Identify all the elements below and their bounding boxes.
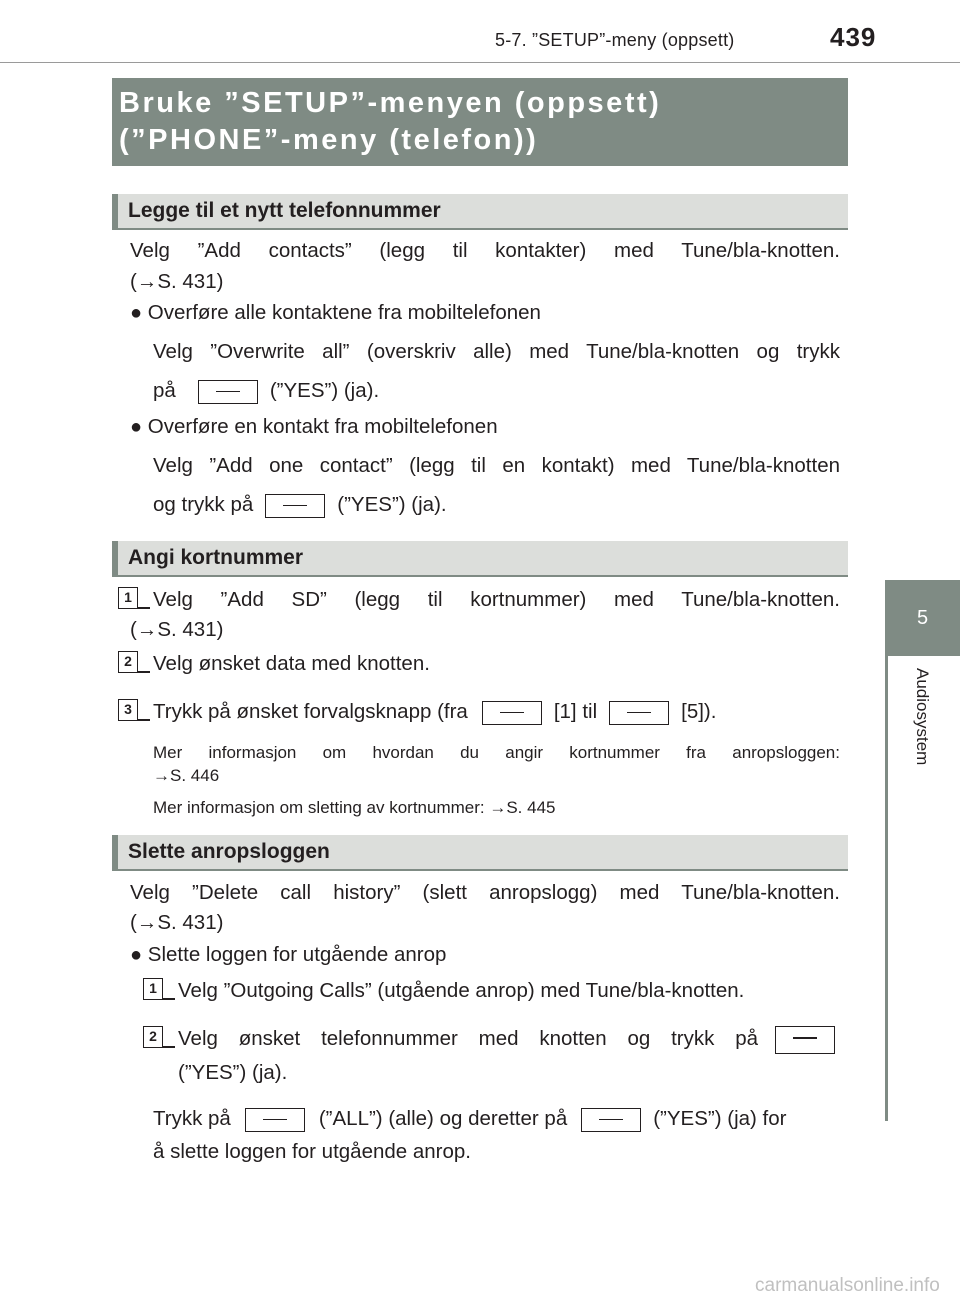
delete-log-step1: Velg ”Outgoing Calls” (utgående anrop) med Tune/bla-knotten. [178,979,745,1002]
add-number-bullet1 [130,298,541,328]
delete-log-final-line1 [153,1104,843,1134]
bullet-icon: ● [130,416,143,438]
text: [1] til [553,700,598,723]
yes-button-icon [581,1108,641,1132]
delete-log-bullet-text: Slette loggen for utgående anrop [147,943,447,966]
bullet-icon: ● [130,302,143,324]
add-number-bullet1-line2 [153,376,379,406]
text: (”YES”) (ja). [337,493,447,516]
yes-button-icon [198,380,258,404]
speed-dial-step1-line2: (→S. 431) [130,618,224,641]
delete-log-intro-line1: Velg ”Delete call history” (slett anropslogg) med Tune/bla-knotten. [130,881,840,904]
delete-log-intro-line2: (→S. 431) [130,911,224,934]
text: på [153,379,176,402]
section-heading-speed-dial: Angi kortnummer [112,541,848,577]
speed-dial-step1-line1: Velg ”Add SD” (legg til kortnummer) med Tune/bla-knotten. [153,588,840,611]
step-number-line [163,1046,175,1048]
step-number-badge: 2 [118,651,138,673]
step-number-line [138,719,150,721]
header-rule [0,62,960,63]
all-button-icon [245,1108,305,1132]
add-number-intro-line1: Velg ”Add contacts” (legg til kontakter) med Tune/bla-knotten. [130,239,840,262]
text: Trykk på [153,1107,231,1130]
preset-button-icon [609,701,669,725]
delete-log-bullet [130,940,446,970]
speed-dial-step3 [153,697,716,727]
section-heading-delete-log: Slette anropsloggen [112,835,848,871]
step-number-line [138,671,150,673]
watermark: carmanualsonline.info [755,1275,940,1296]
text: (”YES”) (ja) for [653,1107,787,1130]
bullet-icon: ● [130,944,143,966]
speed-dial-note1-line2: →S. 446 [153,766,220,785]
page-title-line2: (”PHONE”-meny (telefon)) [119,124,539,156]
chapter-tab-number: 5 [885,580,960,656]
preset-button-icon [482,701,542,725]
step-number-line [163,998,175,1000]
add-number-intro-line2: (→S. 431) [130,270,224,293]
text: og trykk på [153,493,254,516]
add-number-bullet1-text: Overføre alle kontaktene fra mobiltelefonen [147,301,541,324]
chapter-tab-strip-top [885,70,960,580]
add-number-bullet2-line2 [153,490,447,520]
delete-log-step2-line1: Velg ønsket telefonnummer med knotten og trykk på [178,1027,758,1050]
add-number-bullet1-line1: Velg ”Overwrite all” (overskriv alle) med Tune/bla-knotten og trykk [153,340,840,363]
step-number-badge: 1 [118,587,138,609]
page-title [112,78,848,166]
text: (”ALL”) (alle) og deretter på [318,1107,568,1130]
yes-button-icon [265,494,325,518]
speed-dial-note2: Mer informasjon om sletting av kortnummer: →S. 445 [153,798,556,817]
add-number-bullet2-line1: Velg ”Add one contact” (legg til en kontakt) med Tune/bla-knotten [153,454,840,477]
yes-button-icon [775,1026,835,1054]
step-number-badge: 1 [143,978,163,1000]
delete-log-final-line2: å slette loggen for utgående anrop. [153,1140,471,1163]
page-number: 439 [830,22,877,52]
section-heading-add-number: Legge til et nytt telefonnummer [112,194,848,230]
step-number-line [138,607,150,609]
text: (”YES”) (ja). [269,379,380,402]
delete-log-step2-line2: (”YES”) (ja). [178,1061,288,1084]
step-number-badge: 2 [143,1026,163,1048]
add-number-bullet2 [130,412,498,442]
speed-dial-note1-line1: Mer informasjon om hvordan du angir kortnummer fra anropsloggen: [153,743,840,762]
speed-dial-step2: Velg ønsket data med knotten. [153,652,430,675]
page-title-line1: Bruke ”SETUP”-menyen (oppsett) [119,87,662,119]
chapter-tab-label: Audiosystem [888,656,960,1121]
add-number-bullet2-text: Overføre en kontakt fra mobiltelefonen [147,415,498,438]
running-header-section: 5-7. ”SETUP”-meny (oppsett) [495,30,735,50]
text: [5]). [681,700,717,723]
step-number-badge: 3 [118,699,138,721]
text: Trykk på ønsket forvalgsknapp (fra [153,700,468,723]
